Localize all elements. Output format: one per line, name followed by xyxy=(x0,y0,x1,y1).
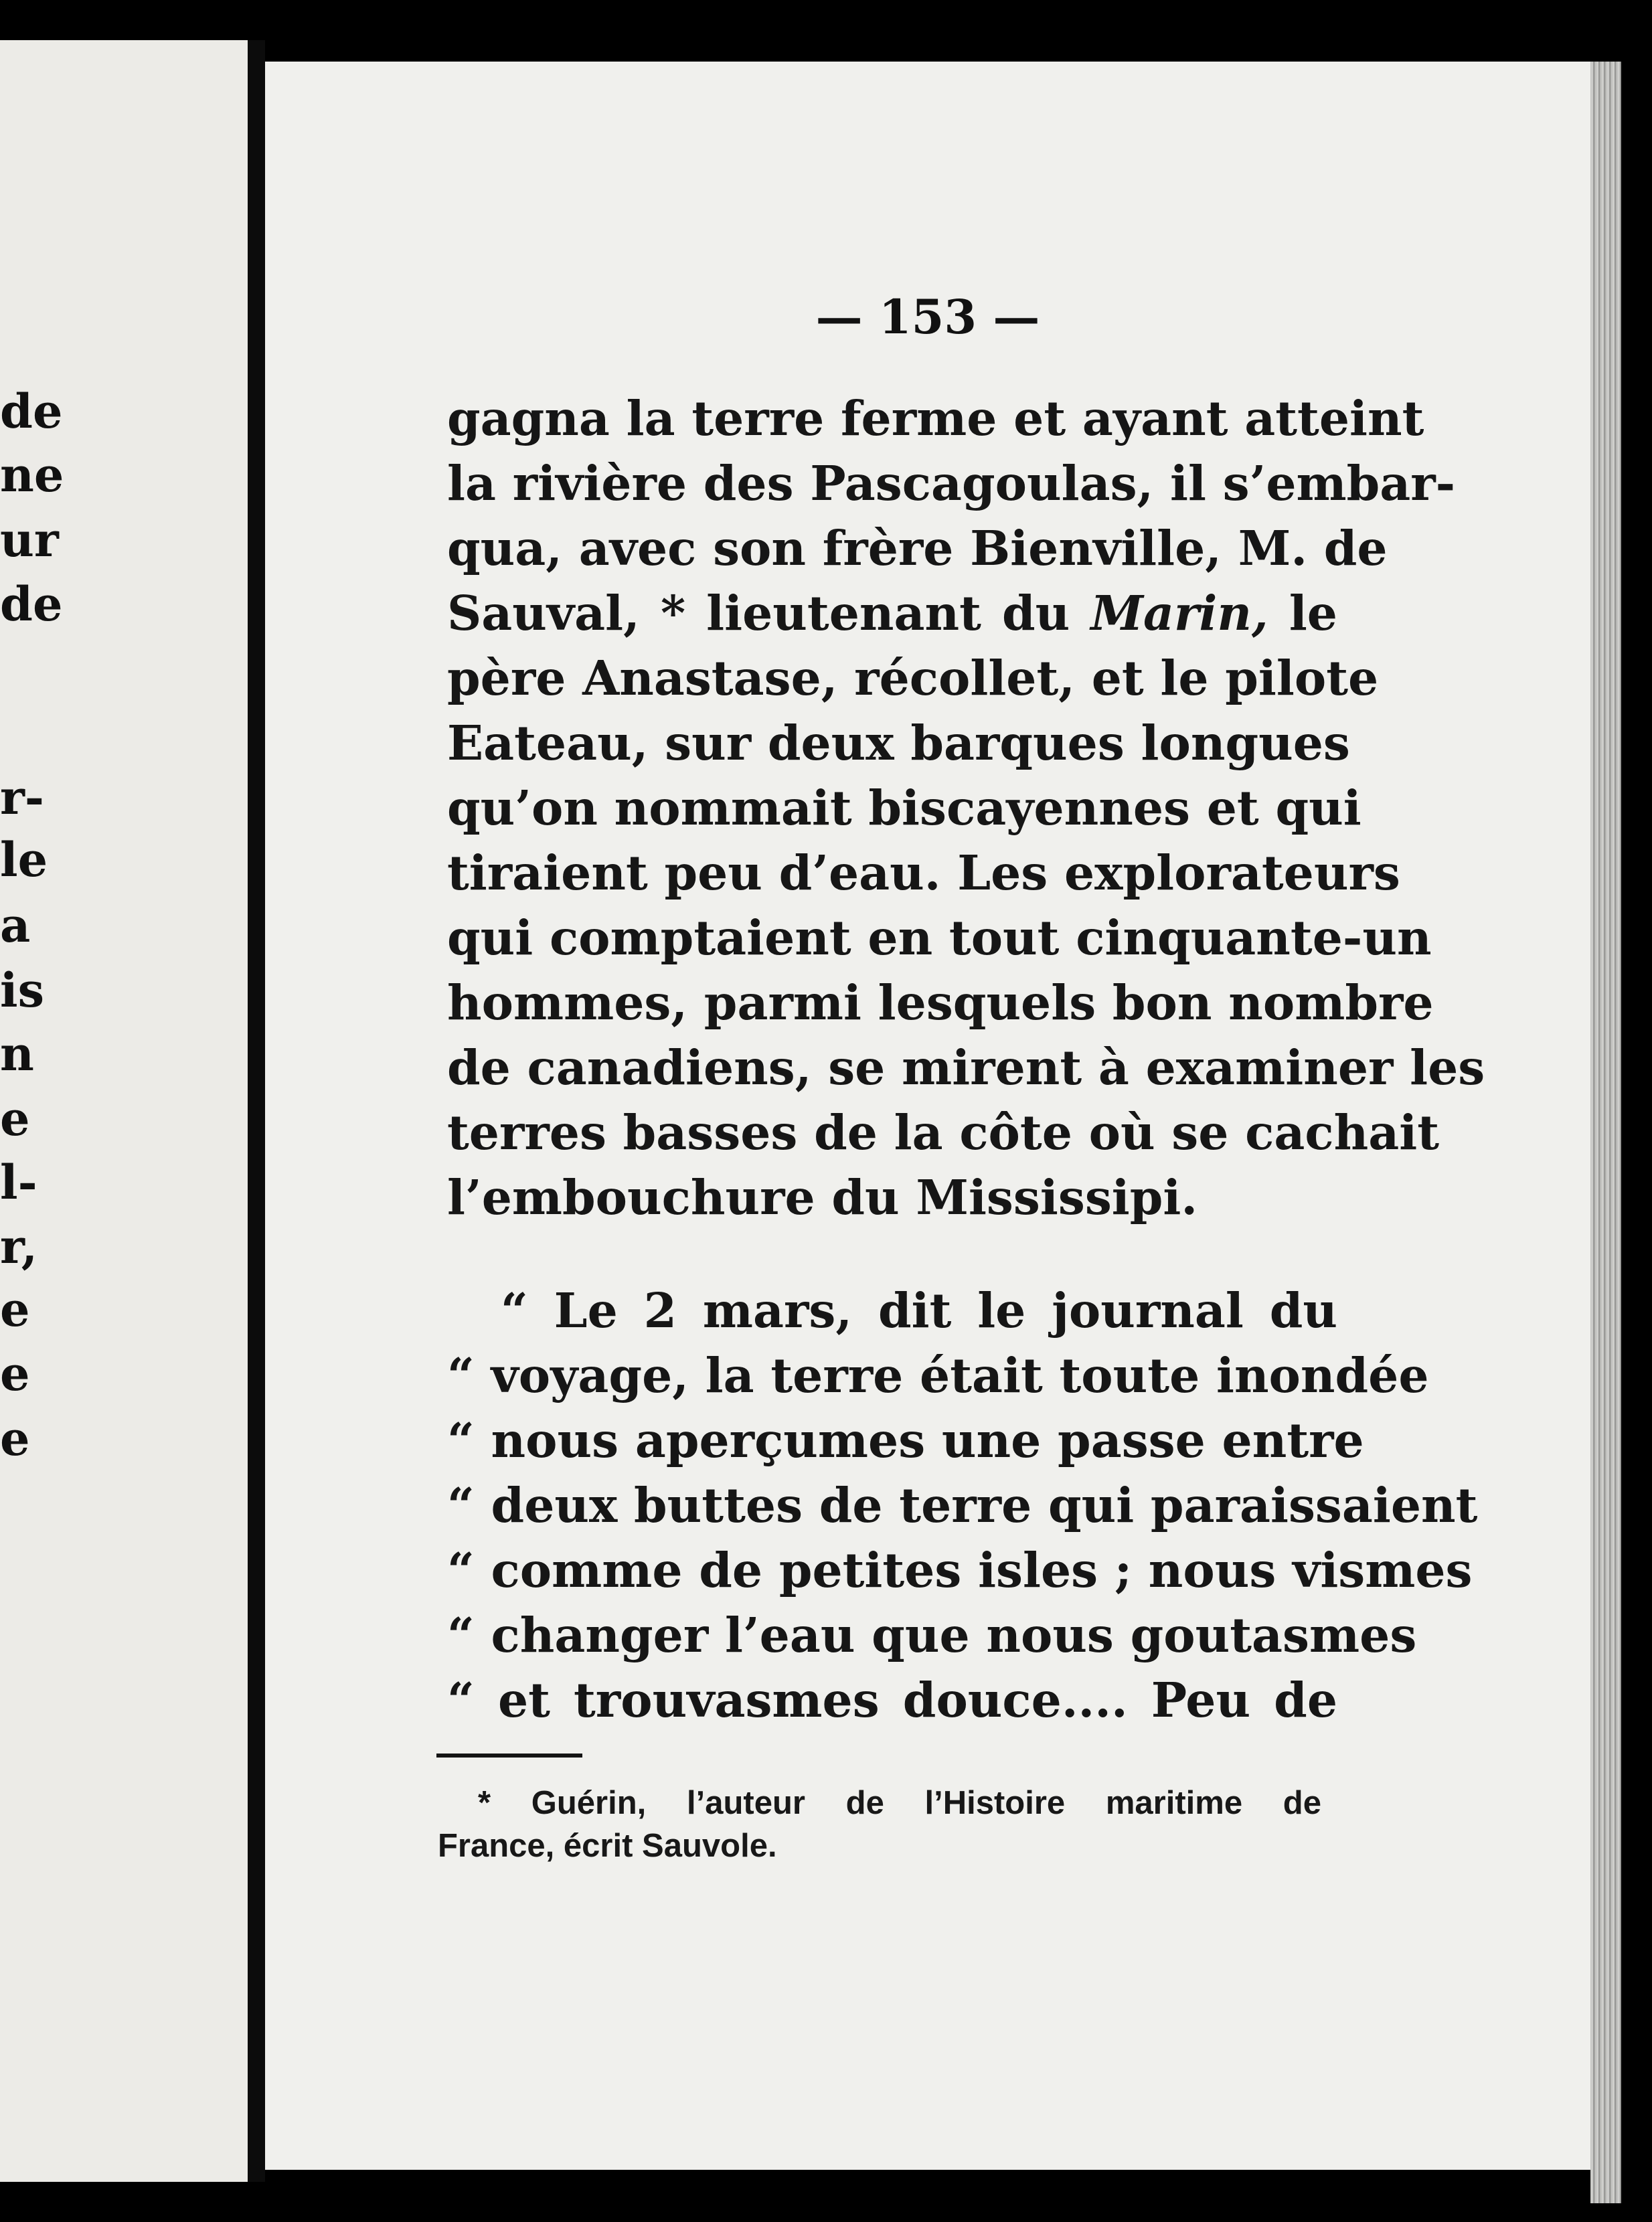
left-fragment: le xyxy=(0,832,48,887)
text-segment: le xyxy=(1268,585,1337,641)
left-fragment: r- xyxy=(0,770,44,825)
right-page xyxy=(265,62,1590,2170)
left-page xyxy=(0,40,248,2182)
left-fragment: e xyxy=(0,1411,30,1466)
text-line: l’embouchure du Mississipi. xyxy=(447,1169,1198,1225)
text-line: qua, avec son frère Bienville, M. de xyxy=(447,520,1388,576)
left-fragment: ne xyxy=(0,447,64,503)
left-fragment: a xyxy=(0,898,31,953)
text-line: père Anastase, récollet, et le pilote xyxy=(447,650,1379,706)
text-line: “ Le 2 mars, dit le journal du xyxy=(501,1282,1337,1339)
left-fragment: l- xyxy=(0,1155,37,1210)
left-fragment: n xyxy=(0,1026,34,1082)
paragraph-2 xyxy=(447,1278,1478,1733)
text-line: “ voyage, la terre était toute inondée xyxy=(447,1347,1429,1403)
left-fragment: r, xyxy=(0,1219,38,1274)
italic-ship-name: Marin, xyxy=(1090,585,1268,641)
text-line: de canadiens, se mirent à examiner les xyxy=(447,1039,1485,1096)
text-line-with-italic xyxy=(447,581,1337,646)
text-line: hommes, parmi lesquels bon nombre xyxy=(447,974,1434,1031)
text-line: “ comme de petites isles ; nous vismes xyxy=(447,1542,1473,1598)
page-edges xyxy=(1590,62,1621,2203)
left-fragment: is xyxy=(0,962,45,1018)
footnote-line: * Guérin, l’auteur de l’Histoire maritime de xyxy=(478,1785,1321,1821)
book-spine xyxy=(248,40,265,2182)
text-line: “ changer l’eau que nous goutasmes xyxy=(447,1607,1417,1663)
text-line: qu’on nommait biscayennes et qui xyxy=(447,780,1361,836)
text-segment: Sauval, * lieutenant du xyxy=(447,585,1070,641)
text-line: “ nous aperçumes une passe entre xyxy=(447,1412,1364,1468)
text-line: terres basses de la côte où se cachait xyxy=(447,1104,1440,1161)
text-line: Eateau, sur deux barques longues xyxy=(447,715,1350,771)
footnote-line: France, écrit Sauvole. xyxy=(438,1828,777,1864)
paragraph-1 xyxy=(447,386,1485,1230)
left-fragment: e xyxy=(0,1091,30,1146)
left-fragment: de xyxy=(0,576,63,632)
text-line: “ et trouvasmes douce.... Peu de xyxy=(447,1672,1337,1728)
left-fragment: de xyxy=(0,383,63,439)
left-fragment: ur xyxy=(0,512,59,568)
text-line: tiraient peu d’eau. Les explorateurs xyxy=(447,845,1400,901)
text-line: la rivière des Pascagoulas, il s’embar- xyxy=(447,455,1456,511)
left-fragment: e xyxy=(0,1346,30,1401)
text-line: gagna la terre ferme et ayant atteint xyxy=(447,390,1424,446)
page-number: — 153 — xyxy=(815,289,1040,345)
footnote-divider xyxy=(436,1754,582,1758)
text-line: qui comptaient en tout cinquante-un xyxy=(447,910,1432,966)
left-fragment: e xyxy=(0,1282,30,1337)
footnote xyxy=(438,1782,1321,1867)
body-text xyxy=(447,386,1485,1733)
text-line: “ deux buttes de terre qui paraissaient xyxy=(447,1477,1478,1533)
